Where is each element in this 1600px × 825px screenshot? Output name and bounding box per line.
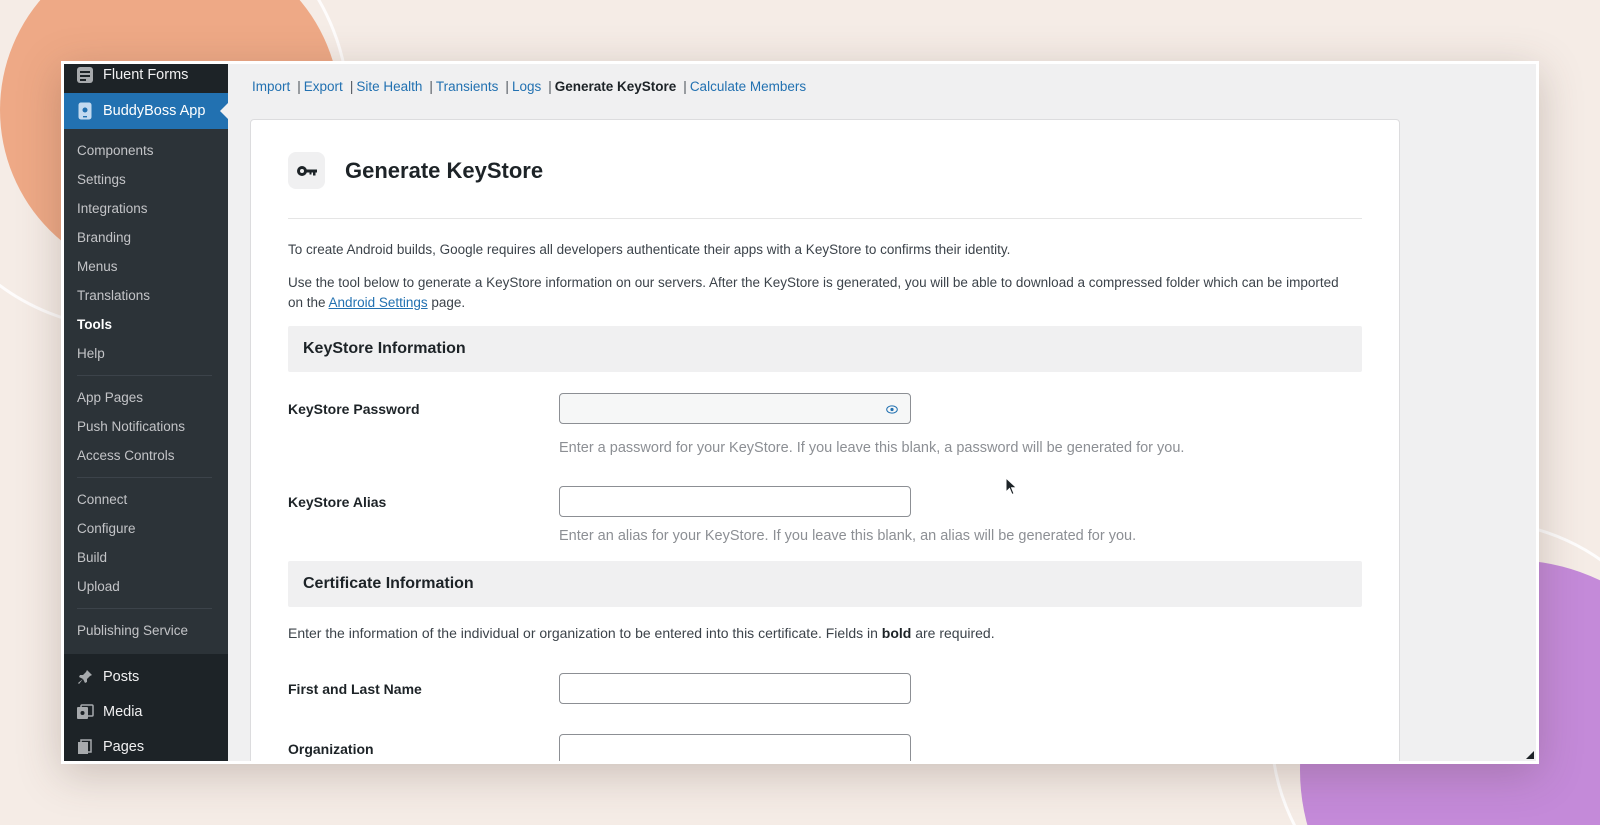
submenu-tools[interactable]: Tools [77,317,112,332]
nav-separator: | [297,79,301,94]
organization-field[interactable] [559,734,911,764]
submenu-menus[interactable]: Menus [77,259,118,274]
keystore-password-hint: Enter a password for your KeyStore. If you leave this blank, a password will be generated for you. [559,440,1185,456]
submenu-divider [77,608,212,609]
keystore-alias-hint: Enter an alias for your KeyStore. If you leave this blank, an alias will be generated for you. [559,528,1137,544]
intro-text: To create Android builds, Google requires all developers authenticate their apps with a KeyStore to confirms their identity. [288,242,1011,257]
instructions-text-part: page. [427,295,466,310]
android-settings-link[interactable]: Android Settings [328,295,428,310]
fluent-forms-icon [75,65,95,85]
submenu-help[interactable]: Help [77,346,105,361]
certificate-instructions [288,625,995,641]
tools-nav-import[interactable]: Import [252,79,291,94]
tools-nav-transients[interactable]: Transients [435,79,499,94]
submenu-divider [77,477,212,478]
keystore-password-field[interactable] [559,393,911,424]
tools-subnav [252,79,806,94]
submenu-divider [77,375,212,376]
browser-window [61,61,1539,764]
keystore-password-label: KeyStore Password [288,401,420,417]
submenu-push-notifications[interactable]: Push Notifications [77,419,186,434]
nav-separator: | [349,79,354,94]
admin-sidebar [64,64,228,761]
menu-item-label: Media [103,703,143,720]
certificate-text-part: Enter the information of the individual or organization to be entered into this certificate. Fields in [288,625,882,641]
mouse-cursor-icon [1005,477,1019,497]
submenu-connect[interactable]: Connect [77,492,128,507]
menu-item-buddyboss-app[interactable] [64,93,228,129]
section-keystore-information: KeyStore Information [288,326,1362,372]
submenu-build[interactable]: Build [77,550,108,565]
menu-item-media[interactable] [64,694,228,729]
eye-icon[interactable] [886,403,898,415]
tools-nav-generate-keystore[interactable]: Generate KeyStore [554,79,677,94]
submenu-upload[interactable]: Upload [77,579,120,594]
instructions-text [288,273,1348,313]
buddyboss-app-icon [75,101,95,121]
buddyboss-submenu [64,129,228,654]
key-icon [288,152,325,189]
keystore-card [250,119,1400,764]
full-name-field[interactable] [559,673,911,704]
pin-icon [75,667,95,687]
menu-item-label: Fluent Forms [103,67,189,83]
submenu-settings[interactable]: Settings [77,172,126,187]
divider [288,218,1362,219]
submenu-access-controls[interactable]: Access Controls [77,448,175,463]
nav-separator: | [505,79,509,94]
menu-item-posts[interactable] [64,659,228,694]
tools-nav-export[interactable]: Export [303,79,343,94]
menu-item-pages[interactable] [64,729,228,764]
keystore-alias-field[interactable] [559,486,911,517]
organization-label: Organization [288,741,374,757]
page-title: Generate KeyStore [345,157,544,183]
nav-separator: | [429,79,433,94]
submenu-branding[interactable]: Branding [77,230,132,245]
nav-separator: | [683,79,687,94]
full-name-label: First and Last Name [288,681,422,697]
keystore-alias-label: KeyStore Alias [288,494,387,510]
tools-nav-logs[interactable]: Logs [511,79,542,94]
submenu-app-pages[interactable]: App Pages [77,390,144,405]
submenu-configure[interactable]: Configure [77,521,136,536]
lower-admin-menu [64,654,228,764]
media-icon [75,702,95,722]
submenu-translations[interactable]: Translations [77,288,151,303]
menu-item-label: Posts [103,668,140,685]
tools-nav-calculate-members[interactable]: Calculate Members [689,79,807,94]
menu-item-label: BuddyBoss App [103,103,206,119]
section-certificate-information: Certificate Information [288,561,1362,607]
menu-item-fluent-forms[interactable] [64,62,228,88]
instructions-text-part: Use the tool below to generate a KeyStore information on our servers. After the KeyStore is generated, you will be able to download a compressed folder which can be imported on the [288,275,1339,310]
tools-nav-site-health[interactable]: Site Health [356,79,423,94]
menu-item-label: Pages [103,738,145,755]
resize-handle-icon[interactable] [1526,751,1534,759]
pages-icon [75,737,95,757]
certificate-text-bold: bold [881,625,912,641]
card-header [288,152,543,189]
nav-separator: | [548,79,552,94]
submenu-integrations[interactable]: Integrations [77,201,148,216]
main-content [228,64,1536,761]
submenu-components[interactable]: Components [77,143,154,158]
certificate-text-part: are required. [911,625,995,641]
submenu-publishing-service[interactable]: Publishing Service [77,623,189,638]
